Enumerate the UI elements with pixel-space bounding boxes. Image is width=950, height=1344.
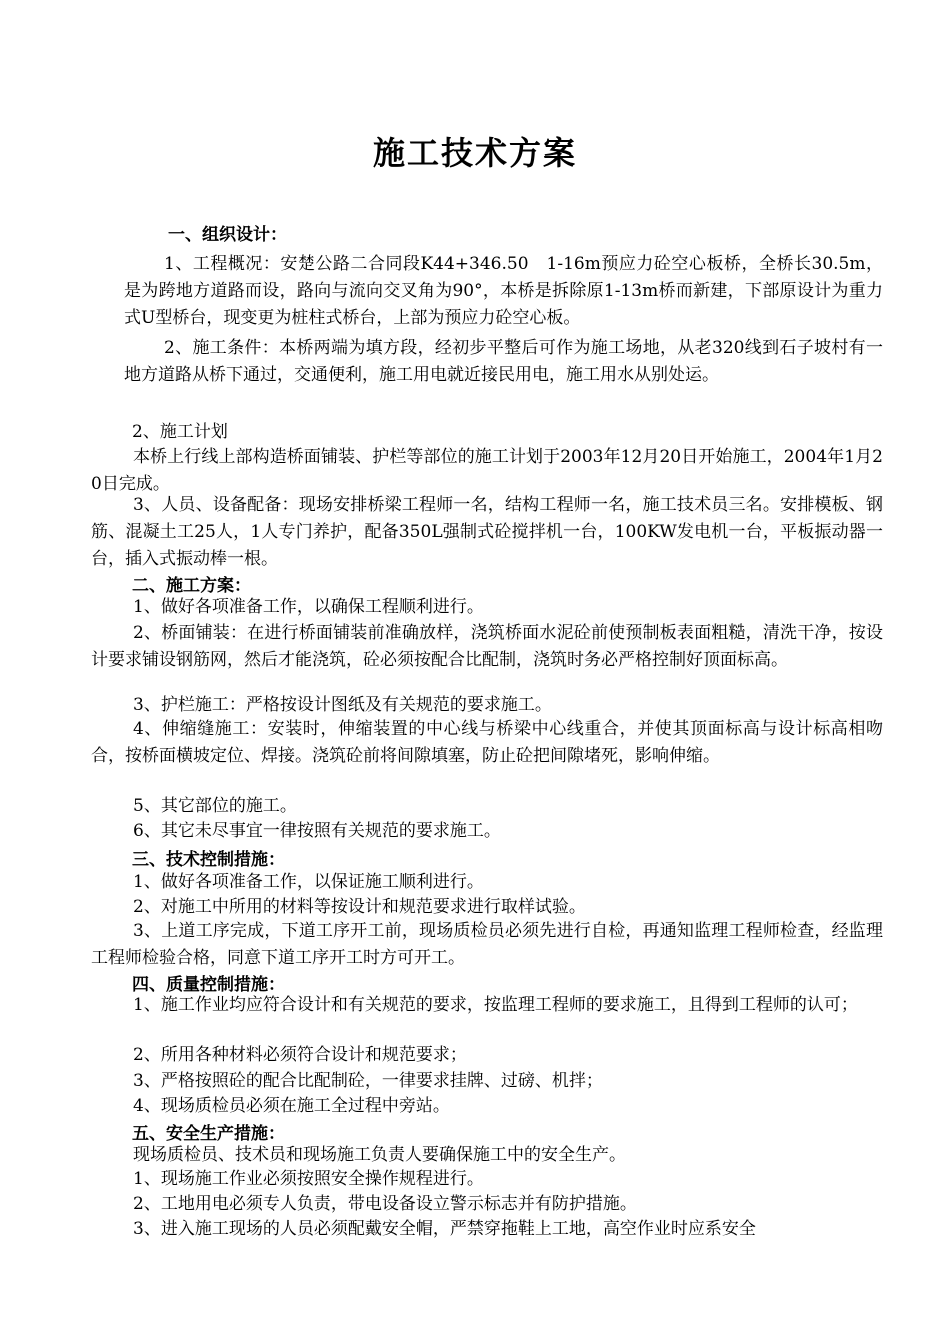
section-5-heading: 五、安全生产措施： — [132, 1124, 285, 1144]
section-2-item-1: 1、做好各项准备工作，以确保工程顺利进行。 — [133, 597, 484, 617]
section-3-item-2: 2、对施工中所用的材料等按设计和规范要求进行取样试验。 — [133, 897, 586, 917]
section-2-item-4: 4、伸缩缝施工：安装时，伸缩装置的中心线与桥梁中心线重合，并使其顶面标高与设计标高相吻合，按桥面横坡定位、焊接。浇筑砼前将间隙填塞，防止砼把间隙堵死，影响伸缩。 — [91, 719, 883, 766]
section-4-item-2: 2、所用各种材料必须符合设计和规范要求； — [133, 1045, 467, 1065]
section-2-item-2: 2、桥面铺装：在进行桥面铺装前准确放样，浇筑桥面水泥砼前使预制板表面粗糙，清洗干净，按设计要求铺设钢筋网，然后才能浇筑，砼必须按配合比配制，浇筑时务必严格控制好顶面标高。 — [91, 623, 883, 670]
section-4-heading: 四、质量控制措施： — [132, 975, 285, 995]
section-2-item-6: 6、其它未尽事宜一律按照有关规范的要求施工。 — [133, 821, 501, 841]
section-5-item-3: 3、进入施工现场的人员必须配戴安全帽，严禁穿拖鞋上工地，高空作业时应系安全 — [133, 1219, 756, 1239]
section-4-item-4: 4、现场质检员必须在施工全过程中旁站。 — [133, 1096, 450, 1116]
section-3-item-3: 3、上道工序完成，下道工序开工前，现场质检员必须先进行自检，再通知监理工程师检查，经监理工程师检验合格，同意下道工序开工时方可开工。 — [91, 921, 883, 968]
section-2-heading: 二、施工方案： — [132, 576, 251, 596]
section-1-paragraph-1: 1、工程概况：安楚公路二合同段K44+346.50 1-16m预应力砼空心板桥，全桥长30.5m，是为跨地方道路而设，路向与流向交叉角为90°，本桥是拆除原1-13m桥而新建，下部原设计为重力式U型桥台，现变更为桩柱式桥台，上部为预应力砼空心板。 — [124, 254, 883, 328]
section-2-item-3: 3、护栏施工：严格按设计图纸及有关规范的要求施工。 — [133, 695, 552, 715]
section-1-paragraph-2: 2、施工条件：本桥两端为填方段，经初步平整后可作为施工场地，从老320线到石子坡村有一地方道路从桥下通过，交通便利，施工用电就近接民用电，施工用水从别处运。 — [124, 338, 883, 385]
section-1-heading: 一、组织设计： — [168, 225, 287, 245]
section-3-heading: 三、技术控制措施： — [132, 850, 285, 870]
section-4-item-3: 3、严格按照砼的配合比配制砼，一律要求挂牌、过磅、机拌； — [133, 1071, 603, 1091]
section-5-item-1: 1、现场施工作业必须按照安全操作规程进行。 — [133, 1169, 484, 1189]
section-4-item-1: 1、施工作业均应符合设计和有关规范的要求，按监理工程师的要求施工，且得到工程师的认可； — [133, 995, 858, 1015]
section-1-plan-title: 2、施工计划 — [132, 422, 228, 442]
section-1-staffing: 3、人员、设备配备：现场安排桥梁工程师一名，结构工程师一名，施工技术员三名。安排模板、钢筋、混凝土工25人，1人专门养护，配备350L强制式砼搅拌机一台，100KW发电机一台，平板振动器一台，插入式振动棒一根。 — [91, 495, 883, 569]
section-2-item-5: 5、其它部位的施工。 — [133, 796, 297, 816]
document-title: 施工技术方案 — [372, 134, 577, 172]
section-5-intro: 现场质检员、技术员和现场施工负责人要确保施工中的安全生产。 — [133, 1145, 626, 1165]
section-3-item-1: 1、做好各项准备工作，以保证施工顺利进行。 — [133, 872, 484, 892]
section-5-item-2: 2、工地用电必须专人负责，带电设备设立警示标志并有防护措施。 — [133, 1194, 637, 1214]
section-1-plan-text: 本桥上行线上部构造桥面铺装、护栏等部位的施工计划于2003年12月20日开始施工，2004年1月20日完成。 — [91, 447, 883, 494]
